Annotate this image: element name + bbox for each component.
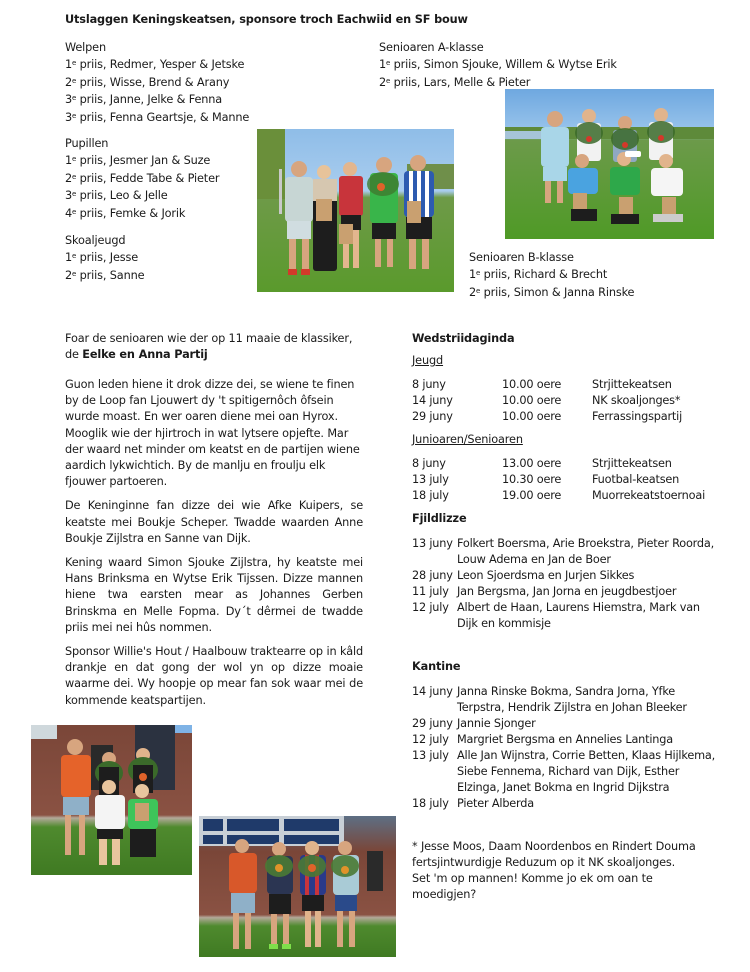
photo-winners-group-3 <box>31 725 192 875</box>
kantine-list <box>412 684 722 812</box>
agenda-time: 10.30 oere <box>502 473 562 486</box>
agenda-row <box>412 488 722 504</box>
senioaren-b-heading: Senioaren B-klasse <box>469 251 574 264</box>
footnote-line: fertsjintwurdigje Reduzum op it NK skoaljonges. <box>412 856 676 869</box>
agenda-row <box>412 456 722 472</box>
prize-rank: 2 <box>469 285 477 299</box>
fjildlizze-date: 13 juny <box>412 537 453 550</box>
prize-item <box>65 187 168 204</box>
agenda-time: 13.00 oere <box>502 457 562 470</box>
prize-rank: 1 <box>379 58 387 71</box>
agenda-event: Ferrassingspartij <box>592 410 683 423</box>
prize-winners: priis, Sanne <box>76 268 145 282</box>
prize-rank: 3 <box>65 93 73 107</box>
kantine-date: 18 july <box>412 797 449 810</box>
prize-item <box>65 205 185 222</box>
fjildlizze-date: 12 july <box>412 601 449 614</box>
article-paragraph: Guon leden hiene it drok dizze dei, se wiene te finen by de Loop fan Ljouwert dy 't spitigernôch ôfsein wurde moast. En wer oaren diene mei oan Hyrox. Mooglik wie der hjirtroch in wat lytsere opjefte. Mar der waard net minder om keatst en de partijen wiene aardich lykwichtich. By de manlju en froulju elk fjouwer partoeren. <box>65 378 360 489</box>
footnote-line: moedigjen? <box>412 888 477 901</box>
prize-winners: priis, Wisse, Brend & Arany <box>76 75 230 89</box>
fjildlizze-names: Jan Bergsma, Jan Jorna en jeugdbestjoer <box>457 585 677 598</box>
prize-rank: 1 <box>469 268 477 281</box>
prize-winners: priis, Lars, Melle & Pieter <box>390 75 531 89</box>
kantine-names: Pieter Alberda <box>457 797 534 810</box>
agenda-date: 14 juny <box>412 394 453 407</box>
welpen-heading: Welpen <box>65 41 106 54</box>
prize-rank-suffix: e <box>72 94 77 103</box>
agenda-title: Wedstriidaginda <box>412 332 515 345</box>
fjildlizze-date: 28 juny <box>412 569 453 582</box>
page-title: Utslaggen Keningskeatsen, sponsore troch Eachwiid en SF bouw <box>65 13 468 26</box>
article-paragraph: Sponsor Willie's Hout / Haalbouw traktearre op in kâld drankje en dat gong der wol yn op dizze moaie waarme dei. Wy hoopje op mear fan sok waar mei de kommende keatspartijen. <box>65 645 363 707</box>
fjildlizze-names: Leon Sjoerdsma en Jurjen Sikkes <box>457 569 635 582</box>
agenda-date: 13 july <box>412 473 449 486</box>
prize-rank: 2 <box>379 75 387 89</box>
article-intro-line2 <box>65 346 208 363</box>
article-paragraph: Kening waard Simon Sjouke Zijlstra, hy keatste mei Hans Brinksma en Wytse Erik Tijssen. Dizze mannen hiene twa earsten mear as Johannes Gerben Brinskma en Melle Fopma. Dy´t dêrmei de twadde priis mei nei hûs nommen. <box>65 556 363 634</box>
kantine-date: 14 juny <box>412 685 453 698</box>
agenda-event: Fuotbal-keatsen <box>592 473 680 486</box>
fjildlizze-names: Albert de Haan, Laurens Hiemstra, Mark van Dijk en kommisje <box>457 601 700 630</box>
footnote-line: * Jesse Moos, Daam Noordenbos en Rindert Douma <box>412 840 696 853</box>
agenda-event: NK skoaljonges* <box>592 394 681 407</box>
prize-item <box>65 109 249 126</box>
prize-rank: 2 <box>65 75 73 89</box>
fjildlizze-item <box>412 568 722 584</box>
kantine-names: Alle Jan Wijnstra, Corrie Betten, Klaas Hijlkema, Siebe Fennema, Richard van Dijk, Esther Elzinga, Janet Bokma en Ingrid Dijkstra <box>457 749 715 794</box>
prize-rank: 1 <box>65 154 73 167</box>
article-event-name: Eelke en Anna Partij <box>82 348 208 361</box>
photo-winners-group-1 <box>257 129 454 292</box>
agenda-date: 18 july <box>412 489 449 502</box>
prize-item <box>65 74 229 91</box>
prize-rank: 2 <box>65 171 73 185</box>
pupillen-heading: Pupillen <box>65 137 109 150</box>
article-paragraph: De Keninginne fan dizze dei wie Afke Kuipers, se keatste mei Boukje Scheper. Twadde waarden Anne Boukje Zijlstra en Sanne van Dijk. <box>65 499 363 545</box>
agenda-date: 29 juny <box>412 410 453 423</box>
prize-item <box>65 152 210 169</box>
agenda-event: Muorrekeatstoernoai <box>592 489 706 502</box>
photo-winners-group-2 <box>505 89 714 239</box>
kantine-names: Jannie Sjonger <box>457 717 536 730</box>
kantine-date: 12 july <box>412 733 449 746</box>
fjildlizze-title: Fjildlizze <box>412 512 467 525</box>
prize-rank: 3 <box>65 110 73 124</box>
prize-rank-suffix: e <box>386 76 391 85</box>
prize-winners: priis, Fedde Tabe & Pieter <box>76 171 220 185</box>
fjildlizze-item <box>412 536 722 568</box>
agenda-event: Strjittekeatsen <box>592 378 672 391</box>
agenda-time: 10.00 oere <box>502 394 562 407</box>
article-intro-line1: Foar de senioaren wie der op 11 maaie de klassiker, <box>65 332 353 345</box>
agenda-row <box>412 393 722 409</box>
fjildlizze-item <box>412 600 722 632</box>
prize-winners: priis, Janne, Jelke & Fenna <box>76 93 223 107</box>
prize-winners: priis, Simon & Janna Rinske <box>480 285 635 299</box>
prize-rank: 1 <box>65 58 73 71</box>
prize-item <box>65 267 144 284</box>
prize-item <box>65 249 138 266</box>
prize-winners: priis, Leo & Jelle <box>76 189 168 203</box>
agenda-jeugd-heading: Jeugd <box>412 354 444 367</box>
fjildlizze-item <box>412 584 722 600</box>
prize-rank-suffix: e <box>72 207 77 216</box>
agenda-row <box>412 377 722 393</box>
prize-winners: priis, Jesse <box>76 251 139 264</box>
prize-winners: priis, Fenna Geartsje, & Manne <box>76 110 250 124</box>
prize-rank: 2 <box>65 268 73 282</box>
prize-item <box>469 284 634 301</box>
footnote-line: Set 'm op mannen! Komme jo ek om oan te <box>412 872 653 885</box>
prize-rank-suffix: e <box>476 286 481 295</box>
fjildlizze-names: Folkert Boersma, Arie Broekstra, Pieter Roorda, Louw Adema en Jan de Boer <box>457 537 714 566</box>
prize-winners: priis, Simon Sjouke, Willem & Wytse Erik <box>390 58 617 71</box>
senioaren-a-heading: Senioaren A-klasse <box>379 41 484 54</box>
prize-item <box>65 91 222 108</box>
kantine-item <box>412 716 722 732</box>
prize-rank-suffix: e <box>72 76 77 85</box>
kantine-item <box>412 732 722 748</box>
kantine-item <box>412 796 722 812</box>
prize-winners: priis, Richard & Brecht <box>480 268 608 281</box>
kantine-date: 29 juny <box>412 717 453 730</box>
agenda-event: Strjittekeatsen <box>592 457 672 470</box>
prize-item <box>379 56 617 73</box>
agenda-row <box>412 472 722 488</box>
fjildlizze-date: 11 july <box>412 585 449 598</box>
prize-rank-suffix: e <box>72 111 77 120</box>
prize-rank-suffix: e <box>386 59 391 67</box>
prize-rank: 3 <box>65 189 73 203</box>
prize-item <box>469 266 607 283</box>
prize-item <box>65 56 244 73</box>
kantine-date: 13 july <box>412 749 449 762</box>
prize-rank-suffix: e <box>72 59 77 67</box>
prize-rank-suffix: e <box>72 269 77 278</box>
skoaljeugd-heading: Skoaljeugd <box>65 234 126 247</box>
prize-item <box>65 170 219 187</box>
prize-winners: priis, Jesmer Jan & Suze <box>76 154 211 167</box>
fjildlizze-list <box>412 536 722 632</box>
prize-rank-suffix: e <box>72 252 77 260</box>
agenda-senioaren-heading: Junioaren/Senioaren <box>412 433 523 446</box>
article-body <box>65 377 363 717</box>
kantine-names: Janna Rinske Bokma, Sandra Jorna, Yfke Terpstra, Hendrik Zijlstra en Johan Bleeker <box>457 685 687 714</box>
article-intro-prefix: de <box>65 348 83 361</box>
kantine-item <box>412 748 722 796</box>
agenda-date: 8 juny <box>412 457 446 470</box>
agenda-date: 8 juny <box>412 378 446 391</box>
agenda-time: 10.00 oere <box>502 410 562 423</box>
prize-rank: 4 <box>65 206 73 220</box>
agenda-time: 10.00 oere <box>502 378 562 391</box>
prize-winners: priis, Femke & Jorik <box>76 206 186 220</box>
prize-rank-suffix: e <box>72 155 77 163</box>
kantine-item <box>412 684 722 716</box>
prize-rank-suffix: e <box>72 190 77 199</box>
prize-winners: priis, Redmer, Yesper & Jetske <box>76 58 245 71</box>
prize-rank-suffix: e <box>72 172 77 181</box>
prize-rank: 1 <box>65 251 73 264</box>
kantine-title: Kantine <box>412 660 461 673</box>
photo-winners-group-4 <box>199 816 396 957</box>
agenda-row <box>412 409 722 425</box>
kantine-names: Margriet Bergsma en Annelies Lantinga <box>457 733 673 746</box>
prize-rank-suffix: e <box>476 269 481 277</box>
agenda-time: 19.00 oere <box>502 489 562 502</box>
